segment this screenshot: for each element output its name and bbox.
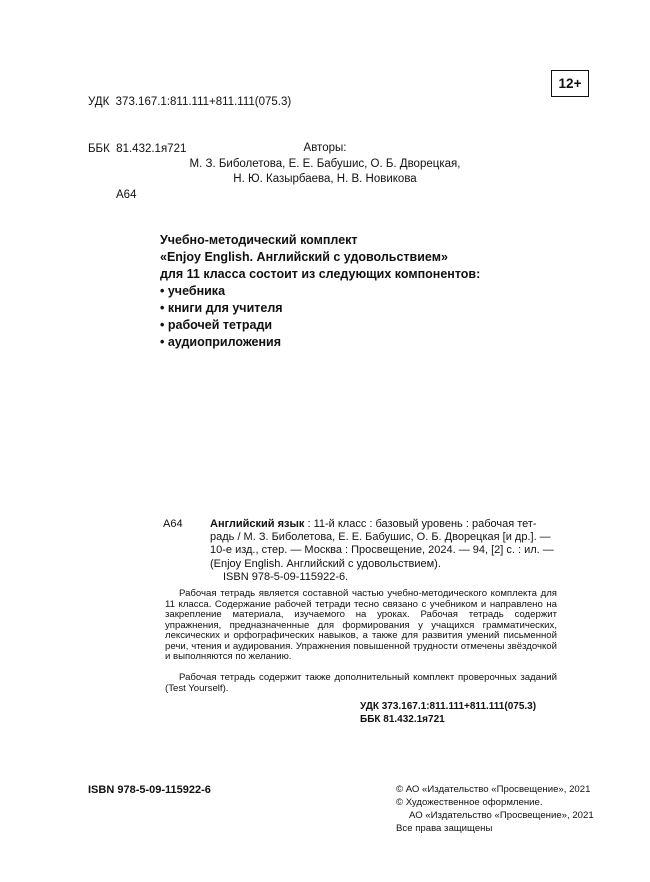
bbk-code: ББК 81.432.1я721 [88, 142, 187, 155]
umk-title-line-3: для 11 класса состоит из следующих компонентов: [160, 267, 481, 281]
umk-item: • аудиоприложения [160, 334, 480, 351]
card-author-mark: А64 [163, 518, 183, 530]
umk-block [160, 232, 480, 351]
authors-line-2: Н. Ю. Казырбаева, Н. В. Новикова [233, 173, 417, 185]
bib-title: Английский язык [210, 518, 305, 530]
bib-line-1-rest: : 11-й класс : базовый уровень : рабочая тет- [304, 518, 537, 530]
copyright-line-3: АО «Издательство «Просвещение», 2021 [409, 810, 594, 821]
umk-item: • книги для учителя [160, 300, 480, 317]
authors-label: Авторы: [303, 142, 347, 154]
annotation-block-1 [165, 589, 557, 663]
annotation-block-2 [165, 673, 557, 694]
card-codes-block [360, 700, 536, 726]
annotation-paragraph-2: Рабочая тетрадь содержит также дополнительный комплект проверочных заданий (Test Yourself). [165, 672, 557, 694]
bib-line-1 [210, 518, 558, 531]
age-rating-badge [551, 70, 589, 97]
bib-line-2: радь / М. З. Биболетова, Е. Е. Бабушис, О. Б. Дворецкая [и др.]. — [210, 531, 551, 544]
author-mark-code: А64 [116, 189, 137, 201]
copyright-line-4: Все права защищены [396, 823, 493, 834]
authors-line-1: М. З. Биболетова, Е. Е. Бабушис, О. Б. Дворецкая, [189, 157, 461, 170]
authors-block [0, 141, 650, 188]
bib-line-3: 10-е изд., стер. — Москва : Просвещение, 2024. — 94, [2] с. : ил. — [210, 544, 554, 557]
copyright-block [396, 783, 594, 835]
umk-item: • рабочей тетради [160, 317, 480, 334]
udk-code: УДК 373.167.1:811.111+811.111(075.3) [88, 96, 292, 108]
umk-title-line-2: «Enjoy English. Английский с удовольствием» [160, 250, 448, 264]
age-rating-label: 12+ [558, 76, 582, 91]
annotation-paragraph-1: Рабочая тетрадь является составной частью учебно-методического комплекта для 11 класса. Содержание рабочей тетради тесно связано с учебником и направлено на закрепление материала, изучаемого на уроках. Рабочая тетрадь содержит упражнения, предназначенные для формирования у учащихся грамматических, лексических и орфографических навыков, а также для развития умений письменной речи, чтения и аудирования. Упражнения повышенной трудности отмечены звёздочкой и выполняются по желанию. [165, 588, 557, 662]
footer-isbn: ISBN 978-5-09-115922-6 [88, 784, 211, 796]
copyright-line-2: © Художественное оформление. [396, 797, 543, 808]
bib-line-4: (Enjoy English. Английский с удовольствием). [210, 557, 441, 570]
bibliographic-entry [210, 518, 558, 584]
card-udk-code: УДК 373.167.1:811.111+811.111(075.3) [360, 701, 537, 712]
umk-item: • учебника [160, 283, 480, 300]
bib-isbn: ISBN 978-5-09-115922-6. [223, 570, 349, 583]
umk-title-line-1: Учебно-методический комплект [160, 233, 358, 247]
card-bbk-code: ББК 81.432.1я721 [360, 714, 445, 725]
copyright-line-1: © АО «Издательство «Просвещение», 2021 [396, 784, 591, 795]
